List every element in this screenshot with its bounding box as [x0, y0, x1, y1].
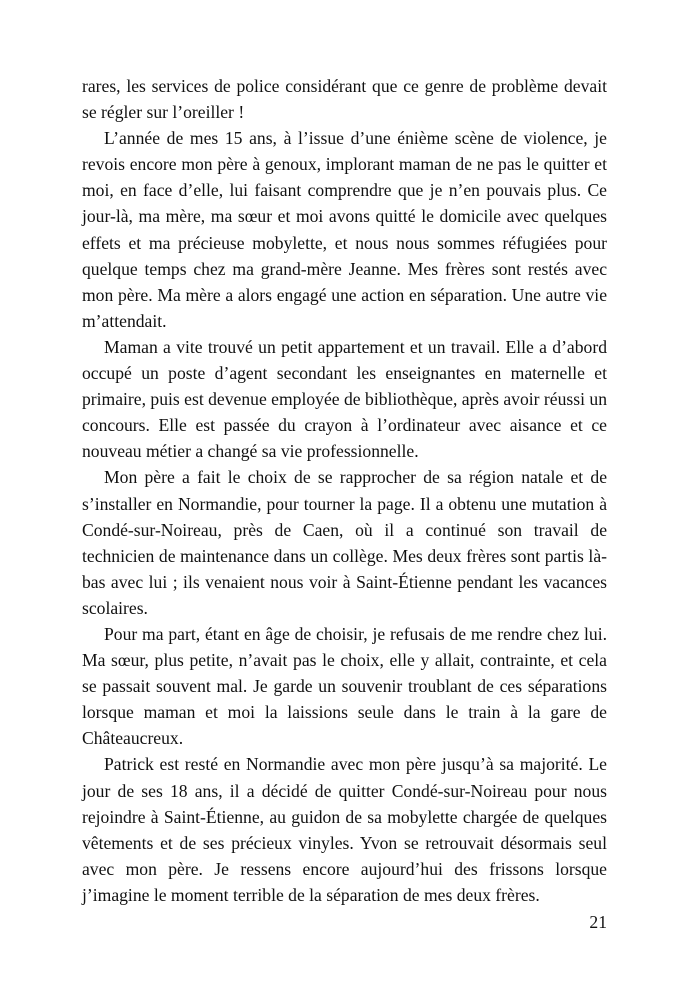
paragraph: Mon père a fait le choix de se rapprocher de sa région natale et de s’installer en Normandie, pour tourner la page. Il a obtenu une mutation à Condé-sur-Noireau, près de Caen, où il a continué son travail de technicien de maintenance dans un collège. Mes deux frères sont partis là-bas avec lui ; ils venaient nous voir à Saint-Étienne pendant les vacances scolaires. — [82, 467, 607, 618]
paragraph: Patrick est resté en Normandie avec mon père jusqu’à sa majorité. Le jour de ses 18 ans, il a décidé de quitter Condé-sur-Noireau pour nous rejoindre à Saint-Étienne, au guidon de sa mobylette chargée de quelques vêtements et de ses précieux vinyles. Yvon se retrouvait désormais seul avec mon père. Je ressens encore aujourd’hui des frissons lorsque j’imagine le moment terrible de la séparation de mes deux frères. — [82, 754, 607, 905]
paragraph-continuation: rares, les services de police considérant que ce genre de problème devait se régler sur l’oreiller ! — [82, 76, 607, 123]
paragraph: L’année de mes 15 ans, à l’issue d’une énième scène de violence, je revois encore mon père à genoux, implorant maman de ne pas le quitter et moi, en face d’elle, lui faisant comprendre que je n’en pouvais plus. Ce jour-là, ma mère, ma sœur et moi avons quitté le domicile avec quelques effets et ma précieuse mobylette, et nous nous sommes réfugiées pour quelque temps chez ma grand-mère Jeanne. Mes frères sont restés avec mon père. Ma mère a alors engagé une action en séparation. Une autre vie m’attendait. — [82, 128, 607, 331]
paragraph: Pour ma part, étant en âge de choisir, je refusais de me rendre chez lui. Ma sœur, plus petite, n’avait pas le choix, elle y allait, contrainte, et cela se passait souvent mal. Je garde un souvenir troublant de ces séparations lorsque maman et moi la laissions seule dans le train à la gare de Châteaucreux. — [82, 623, 607, 749]
paragraph: Maman a vite trouvé un petit appartement et un travail. Elle a d’abord occupé un poste d’agent secondant les enseignantes en maternelle et primaire, puis est devenue employée de bibliothèque, après avoir réussi un concours. Elle est passée du crayon à l’ordinateur avec aisance et ce nouveau métier a changé sa vie professionnelle. — [82, 336, 607, 462]
page-number: 21 — [589, 912, 607, 932]
page-body — [82, 73, 607, 908]
